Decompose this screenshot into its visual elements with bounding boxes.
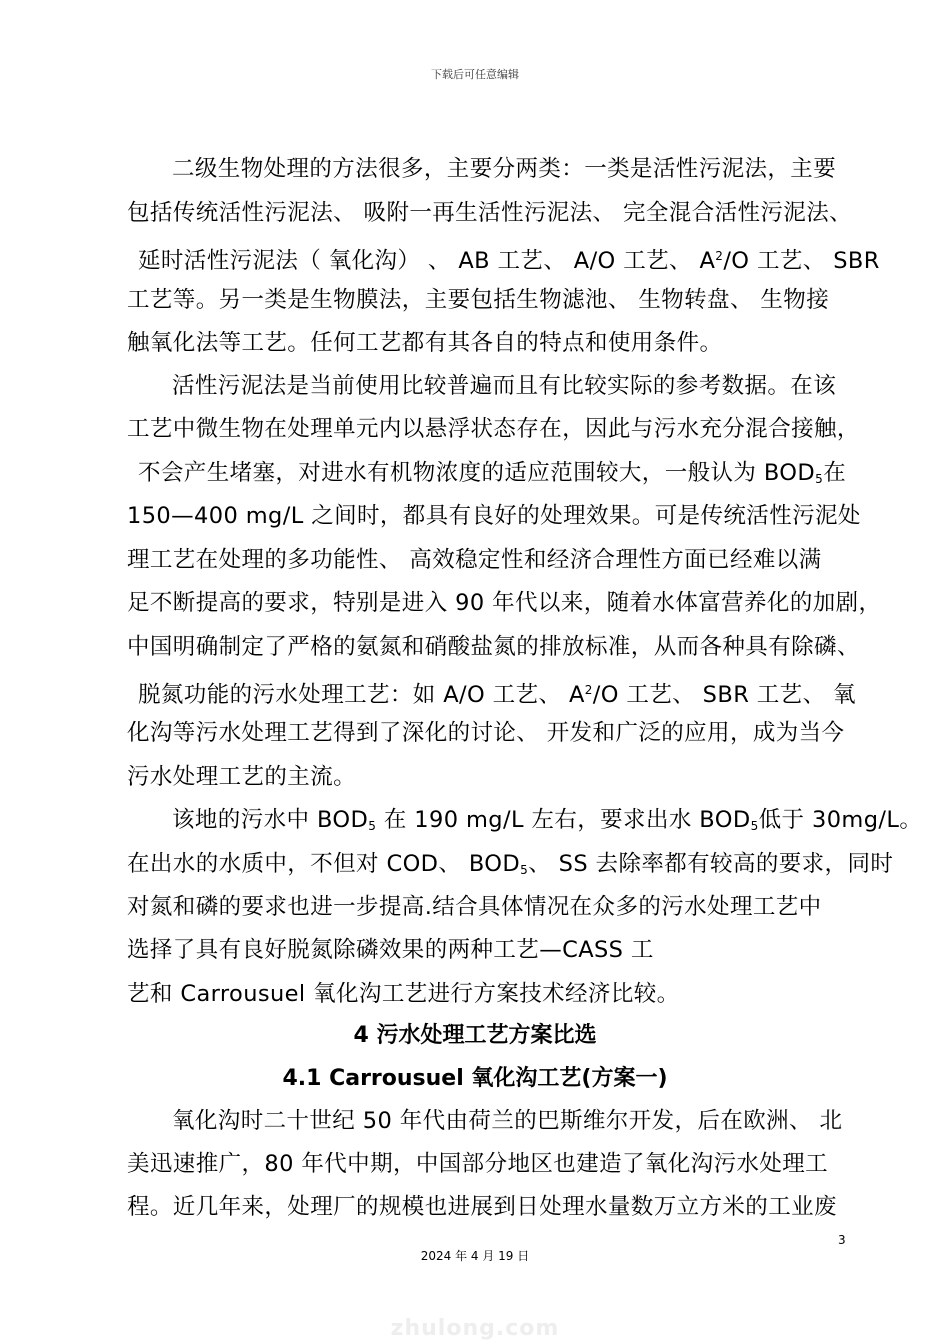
subsection-heading: 4.1 Carrousuel 氧化沟工艺(方案一)	[282, 1066, 668, 1091]
text-span: 、 SS 去除率都有较高的要求，同时	[528, 851, 894, 877]
text-span: 在出水的水质中，不但对 COD、 BOD	[127, 851, 521, 877]
paragraph-line	[172, 805, 922, 841]
paragraph-line: 触氧化法等工艺。任何工艺都有其各自的特点和使用条件。	[127, 330, 723, 356]
subscript: 5	[815, 472, 824, 486]
text-span: 该地的污水中 BOD	[172, 807, 369, 833]
paragraph-line: 化沟等污水处理工艺得到了深化的讨论、 开发和广泛的应用，成为当今	[127, 720, 845, 746]
superscript: 2	[715, 249, 724, 263]
text-span: /O 工艺、 SBR	[723, 248, 880, 274]
text-span: 在 190 mg/L 左右，要求出水 BOD	[376, 807, 751, 833]
text-span: 低于 30mg/L。	[758, 807, 923, 833]
paragraph-line	[138, 458, 846, 494]
paragraph-line: 150—400 mg/L 之间时，都具有良好的处理效果。可是传统活性污泥处	[127, 503, 861, 529]
superscript: 2	[584, 683, 593, 697]
footer-date: 2024 年 4 月 19 日	[420, 1249, 530, 1263]
paragraph-line: 程。近几年来，处理厂的规模也进展到日处理水量数万立方米的工业废	[127, 1194, 837, 1220]
paragraph-line: 选择了具有良好脱氮除磷效果的两种工艺—CASS 工	[127, 937, 654, 963]
watermark: zhulong.com	[390, 1316, 560, 1341]
page-header: 下载后可任意编辑	[431, 68, 519, 81]
paragraph-line: 污水处理工艺的主流。	[127, 764, 357, 790]
paragraph-line: 活性污泥法是当前使用比较普遍而且有比较实际的参考数据。在该	[172, 373, 837, 399]
text-span: 不会产生堵塞，对进水有机物浓度的适应范围较大，一般认为 BOD	[138, 460, 816, 486]
paragraph-line	[138, 675, 856, 710]
paragraph-line: 美迅速推广，80 年代中期，中国部分地区也建造了氧化沟污水处理工	[127, 1151, 829, 1177]
paragraph-line: 二级生物处理的方法很多，主要分两类：一类是活性污泥法，主要	[172, 156, 837, 182]
paragraph-line: 理工艺在处理的多功能性、 高效稳定性和经济合理性方面已经难以满	[127, 547, 822, 573]
text-span: /O 工艺、 SBR 工艺、 氧	[592, 682, 856, 708]
paragraph-line	[138, 241, 880, 276]
section-heading: 4 污水处理工艺方案比选	[353, 1023, 597, 1048]
paragraph-line: 工艺等。另一类是生物膜法，主要包括生物滤池、 生物转盘、 生物接	[127, 287, 830, 313]
subscript: 5	[750, 819, 759, 833]
paragraph-line: 对氮和磷的要求也进一步提高.结合具体情况在众多的污水处理工艺中	[127, 894, 822, 920]
text-span: 在	[823, 460, 847, 486]
paragraph-line: 工艺中微生物在处理单元内以悬浮状态存在，因此与污水充分混合接触，	[127, 416, 860, 442]
paragraph-line: 中国明确制定了严格的氨氮和硝酸盐氮的排放标准，从而各种具有除磷、	[127, 634, 860, 660]
paragraph-line	[127, 849, 893, 885]
subscript: 5	[520, 863, 529, 877]
paragraph-line: 艺和 Carrousuel 氧化沟工艺进行方案技术经济比较。	[127, 981, 680, 1007]
paragraph-line: 包括传统活性污泥法、 吸附一再生活性污泥法、 完全混合活性污泥法、	[127, 200, 853, 226]
text-span: 脱氮功能的污水处理工艺：如 A/O 工艺、 A	[138, 682, 585, 708]
subscript: 5	[368, 819, 377, 833]
text-span: 延时活性污泥法（ 氧化沟） 、 AB 工艺、 A/O 工艺、 A	[138, 248, 716, 274]
paragraph-line: 氧化沟时二十世纪 50 年代由荷兰的巴斯维尔开发，后在欧洲、 北	[172, 1108, 843, 1134]
page-number: 3	[838, 1233, 846, 1247]
paragraph-line: 足不断提高的要求，特别是进入 90 年代以来，随着水体富营养化的加剧，	[127, 590, 882, 616]
